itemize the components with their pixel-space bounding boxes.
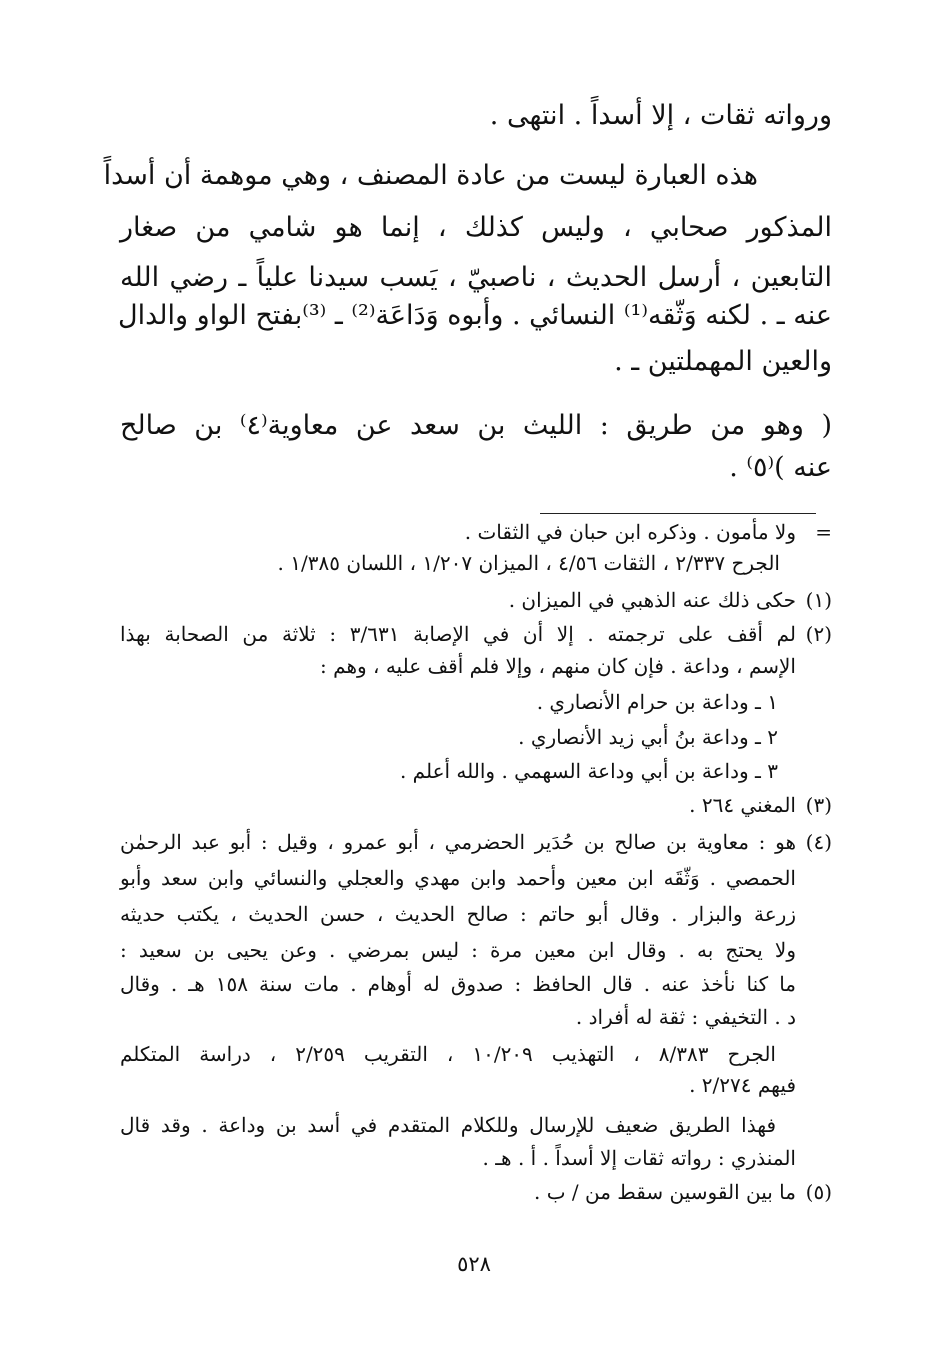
para-line-5: والعين المهملتين ـ .: [614, 346, 832, 377]
para-line-2: المذكور صحابي ، وليس كذلك ، إنما هو شامي من صغار: [120, 212, 832, 243]
page-number: ٥٢٨: [457, 1252, 491, 1276]
para-line-4: عنه ـ . لكنه وَثّقه⁽¹⁾ النسائي . وأبوه وَدَاعَة⁽²⁾ ـ ⁽³⁾بفتح الواو والدال: [118, 300, 832, 331]
continuation-marker: =: [815, 520, 832, 544]
footnote-3-number: (٣): [805, 793, 832, 817]
footnote-2-list-item-2: ٢ ـ وداعة بنُ أبي زيد الأنصاري .: [518, 725, 778, 749]
footnote-5-number: (٥): [805, 1180, 832, 1204]
continuation-line-1: ولا مأمون . وذكره ابن حبان في الثقات .: [464, 520, 796, 544]
para-line-3: التابعين ، أرسل الحديث ، ناصبيّ ، يَسب سيدنا علياً ـ رضي الله: [120, 262, 832, 293]
footnote-4-line-7: الجرح ٨/٣٨٣ ، التهذيب ١٠/٢٠٩ ، التقريب ٢/٢٥٩ ، دراسة المتكلم: [120, 1042, 776, 1066]
quote-line-1: ( وهو من طريق : الليث بن سعد عن معاوية⁽٤⁾ بن صالح: [120, 410, 832, 441]
footnote-4-line-10: المنذري : رواته ثقات إلا أسداً . أ . هـ .: [482, 1146, 796, 1170]
footnote-4-number: (٤): [805, 830, 832, 854]
footnote-4-line-9: فهذا الطريق ضعيف للإرسال وللكلام المتقدم في أسد بن وداعة . وقد قال: [120, 1113, 776, 1137]
main-line-1: ورواته ثقات ، إلا أسداً . انتهى .: [489, 100, 832, 131]
footnote-4-line-5: ما كنا نأخذ عنه . قال الحافظ : صدوق له أوهام . مات سنة ١٥٨ هـ . وقال: [120, 972, 796, 996]
quote-line-2: عنه )⁽٥⁾ .: [729, 452, 832, 483]
footnote-3-line-1: المغني ٢٦٤ .: [689, 793, 796, 817]
footnote-4-line-6: د . التخيفي : ثقة له أفراد .: [575, 1005, 796, 1029]
footnote-2-line-1: لم أقف على ترجمته . إلا أن في الإصابة ٣/٦٣١ : ثلاثة من الصحابة بهذا: [120, 622, 796, 646]
footnote-4-line-4: ولا يحتج به . وقال ابن معين مرة : ليس بمرضي . وعن يحيى بن سعيد :: [120, 938, 796, 962]
footnote-4-line-3: زرعة والبزار . وقال أبو حاتم : صالح الحديث ، حسن الحديث ، يكتب حديثه: [120, 902, 796, 926]
footnote-4-line-1: هو : معاوية بن صالح بن حُدَير الحضرمي ، أبو عمرو ، وقيل : أبو عبد الرحمٰن: [120, 830, 796, 854]
footnote-1-number: (١): [805, 588, 832, 612]
continuation-line-2: الجرح ٢/٣٣٧ ، الثقات ٤/٥٦ ، الميزان ١/٢٠٧ ، اللسان ١/٣٨٥ .: [277, 551, 780, 575]
footnote-1-line-1: حكى ذلك عنه الذهبي في الميزان .: [508, 588, 796, 612]
footnote-separator: [540, 513, 816, 514]
para-line-1: هذه العبارة ليست من عادة المصنف ، وهي موهمة أن أسداً: [103, 160, 758, 191]
footnote-2-list-item-3: ٣ ـ وداعة بن أبي وداعة السهمي . والله أعلم .: [399, 759, 778, 783]
footnote-2-line-2: الإسم ، وداعة . فإن كان منهم ، وإلا فلم أقف عليه ، وهم :: [320, 654, 796, 678]
footnote-2-list-item-1: ١ ـ وداعة بن حرام الأنصاري .: [536, 690, 778, 714]
footnote-5-line-1: ما بين القوسين سقط من / ب .: [534, 1180, 796, 1204]
footnote-4-line-2: الحمصي . وَثّقَه ابن معين وأحمد وابن مهدي والعجلي والنسائي وابن سعد وأبو: [120, 866, 796, 890]
footnote-4-line-8: فيهم ٢/٢٧٤ .: [689, 1073, 796, 1097]
footnote-2-number: (٢): [805, 622, 832, 646]
